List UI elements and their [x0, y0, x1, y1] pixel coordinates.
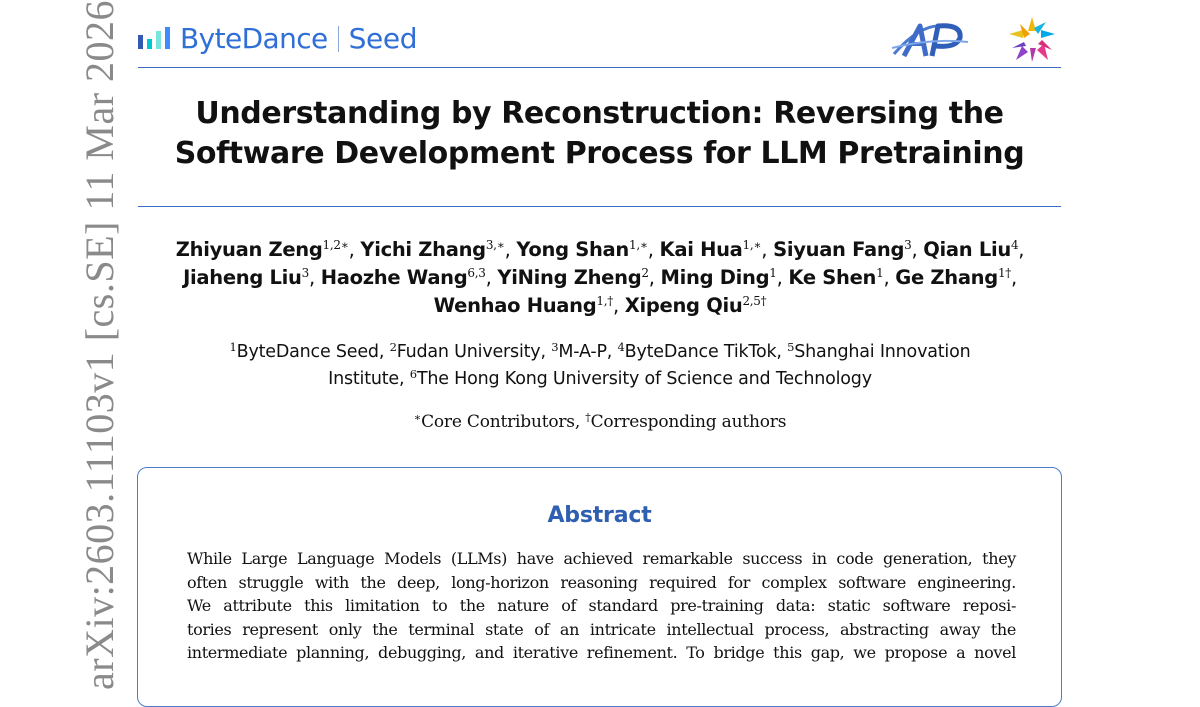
abstract-heading: Abstract — [547, 503, 652, 528]
affiliation-name: Shanghai Innovation — [794, 342, 971, 362]
author-name: Ke Shen — [788, 266, 877, 289]
corresponding-author-mark: † — [585, 411, 591, 424]
author-affil-sup: 2,5† — [742, 294, 767, 308]
author-name: Siyuan Fang — [773, 238, 905, 261]
affiliation-name: Institute, — [328, 369, 410, 389]
abstract-line: While Large Language Models (LLMs) have achieved remarkable success in code generation, they — [187, 549, 1016, 568]
author-sep: , — [648, 266, 661, 289]
author-affil-sup: 1† — [997, 266, 1011, 280]
author-sep: , — [485, 266, 498, 289]
author-line — [100, 264, 1100, 292]
affiliation-list — [100, 339, 1100, 393]
author-line — [100, 292, 1100, 320]
title-line: Understanding by Reconstruction: Reversing the — [195, 96, 1004, 131]
abstract-line: intermediate planning, debugging, and iterative refinement. To bridge this gap, we propose a novel — [187, 643, 1016, 663]
brand-product: Seed — [348, 22, 418, 55]
author-name: Haozhe Wang — [320, 266, 468, 289]
author-line — [100, 236, 1100, 264]
author-name: YiNing Zheng — [497, 266, 642, 289]
abstract-box — [137, 467, 1062, 707]
affiliation-name: ByteDance TikTok, — [624, 342, 788, 362]
affiliation-sup: 6 — [409, 367, 417, 381]
abstract-body — [187, 547, 1016, 665]
author-affil-sup: 1,† — [596, 294, 613, 308]
title-line: Software Development Process for LLM Pretraining — [174, 136, 1025, 171]
author-affil-sup: 1,∗ — [629, 238, 648, 252]
author-name: Jiaheng Liu — [183, 266, 302, 289]
bytedance-seed-logo — [138, 22, 417, 56]
author-list — [100, 236, 1100, 320]
author-affil-sup: 3 — [904, 238, 912, 252]
author-name: Yichi Zhang — [360, 238, 486, 261]
author-sep: , — [612, 294, 625, 317]
author-sep: , — [1010, 266, 1017, 289]
affiliation-sup: 3 — [551, 340, 559, 354]
author-sep: , — [911, 238, 924, 261]
affiliation-sup: 2 — [389, 340, 397, 354]
core-contributor-text: Core Contributors, — [421, 412, 586, 432]
abstract-line: We attribute this limitation to the nature of standard pre-training data: static software reposi- — [187, 596, 1016, 616]
author-name: Qian Liu — [923, 238, 1011, 261]
map-logo-icon — [890, 18, 970, 62]
abstract-line: tories represent only the terminal state of an intricate intellectual process, abstracting away the — [187, 619, 1016, 639]
author-affil-sup: 1,2∗ — [322, 238, 349, 252]
author-name: Zhiyuan Zeng — [175, 238, 323, 261]
author-affil-sup: 4 — [1010, 238, 1019, 252]
paper-header — [138, 14, 1061, 66]
author-affil-sup: 1 — [876, 266, 884, 280]
arxiv-stamp: arXiv:2603.11103v1 [cs.SE] 11 Mar 2026 — [77, 0, 122, 690]
author-sep: , — [348, 238, 361, 261]
bytedance-bars-icon — [138, 27, 172, 51]
contributors-note — [100, 410, 1100, 434]
affiliation-line — [100, 339, 1100, 366]
author-affil-sup: 6,3 — [467, 266, 486, 280]
author-name: Yong Shan — [516, 238, 629, 261]
author-name: Ming Ding — [660, 266, 770, 289]
affiliation-name: The Hong Kong University of Science and Technology — [416, 369, 872, 389]
author-sep: , — [776, 266, 789, 289]
author-sep: , — [883, 266, 896, 289]
core-contributor-mark: ∗ — [413, 411, 422, 424]
abstract-line: often struggle with the deep, long-horizon reasoning required for complex software engineering. — [187, 572, 1016, 592]
author-affil-sup: 1 — [769, 266, 777, 280]
author-sep: , — [761, 238, 774, 261]
author-affil-sup: 3 — [301, 266, 309, 280]
affiliation-sup: 1 — [229, 340, 237, 354]
affiliation-name: ByteDance Seed, — [236, 342, 390, 362]
paper-title — [138, 94, 1061, 174]
author-affil-sup: 3,∗ — [485, 238, 505, 252]
corresponding-author-text: Corresponding authors — [590, 412, 787, 432]
author-name: Ge Zhang — [895, 266, 998, 289]
affiliation-sup: 4 — [617, 340, 625, 354]
star-logo-icon — [1006, 14, 1058, 66]
author-name: Wenhao Huang — [433, 294, 597, 317]
author-sep: , — [1018, 238, 1025, 261]
brand-name: ByteDance — [180, 22, 328, 55]
author-affil-sup: 1,∗ — [742, 238, 762, 252]
affiliation-name: M-A-P, — [558, 342, 618, 362]
author-name: Kai Hua — [659, 238, 743, 261]
title-rule — [138, 206, 1061, 207]
author-sep: , — [308, 266, 321, 289]
author-sep: , — [647, 238, 660, 261]
affiliation-line — [100, 366, 1100, 393]
author-affil-sup: 2 — [641, 266, 649, 280]
brand-divider — [338, 26, 339, 52]
affiliation-sup: 5 — [787, 340, 795, 354]
author-sep: , — [504, 238, 517, 261]
affiliation-name: Fudan University, — [396, 342, 552, 362]
header-rule — [138, 67, 1061, 68]
author-name: Xipeng Qiu — [624, 294, 743, 317]
